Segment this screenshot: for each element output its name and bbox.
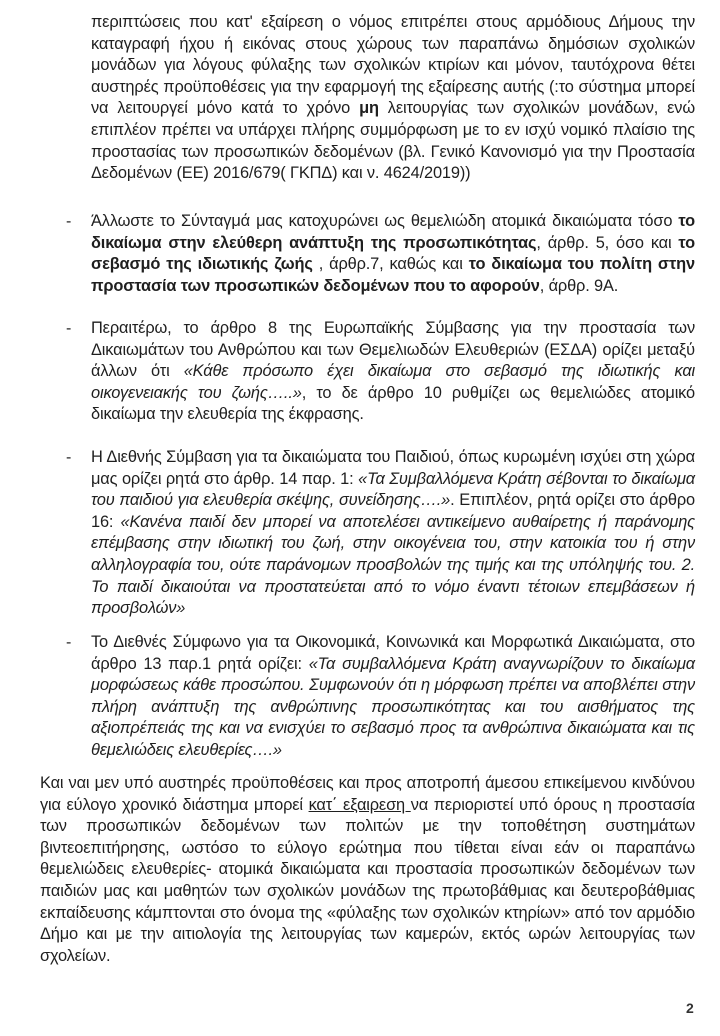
segment: , άρθρ. 5, όσο και bbox=[536, 233, 679, 252]
bullet-echr bbox=[91, 318, 695, 426]
quote-segment: «Τα Συμβαλλόμενα Κράτη σέβονται το δικαίωμα του παιδιού για ελευθερία σκέψης, συνείδησης….» bbox=[91, 469, 695, 510]
segment: , το δε άρθρο 10 ρυθμίζει ως θεμελιώδες ατομικό δικαίωμα την ελευθερία της έκφρασης. bbox=[91, 383, 695, 424]
quote-segment: «Κανένα παιδί δεν μπορεί να αποτελέσει αντικείμενο αυθαίρετης ή παράνομης επέμβασης στην ιδιωτική του ζωή, στην οικογένεια του, στην κατοικία του ή στην αλληλογραφία του, ούτε παράνομων προσβολών της τιμής και της υπόληψής του. 2. Το παιδί δικαιούται να προστατεύεται από το νόμο έναντι τέτοιων επεμβάσεων ή προσβολών» bbox=[91, 512, 695, 618]
segment: Η Διεθνής Σύμβαση για τα δικαιώματα του Παιδιού, όπως κυρωμένη ισχύει στη χώρα μας ορίζει ρητά στο άρθρ. 14 παρ. 1: bbox=[91, 448, 695, 488]
segment: Το Διεθνές Σύμφωνο για τα Οικονομικά, Κοινωνικά και Μορφωτικά Δικαιώματα, στο άρθρο 13 παρ.1 ρητά ορίζει: bbox=[91, 633, 695, 673]
segment: , άρθρ. 9Α. bbox=[539, 276, 619, 295]
intro-text-part-2: λειτουργίας των σχολικών μονάδων, ενώ επιπλέον πρέπει να υπάρχει πλήρης συμμόρφωση με το εν ισχύ νομικό πλαίσιο της προστασίας των προσωπικών δεδομένων (βλ. Γενικό Κανονισμό για την Προστασία Δεδομένων (ΕΕ) 2016/679( ΓΚΠΔ) και ν. 4624/2019)) bbox=[91, 99, 696, 183]
intro-text-part-1: περιπτώσεις που κατ' εξαίρεση ο νόμος επιτρέπει στους αρμόδιους Δήμους την καταγραφή ήχου ή εικόνας στους χώρους των παραπάνω δημόσιων σχολικών μονάδων για λόγους φύλαξης των σχολικών κτιρίων και μόνον, ταυτόχρονα θέτει αυστηρές προϋποθέσεις για την εφαρμογή της εξαίρεσης αυτής (:το σύστημα μπορεί να λειτουργεί μόνο κατά το χρόνο bbox=[91, 13, 695, 118]
closing-paragraph bbox=[40, 773, 695, 967]
segment: να περιοριστεί υπό όρους η προστασία των προσωπικών δεδομένων των πολιτών με την τοποθέτηση συστημάτων βιντεοεπιτήρησης, ωστόσο το εύλογο ερώτημα που τίθεται είναι εάν οι παραπάνω θεμελιώδεις ελευθερίες- ατομικά δικαιώματα και προστασία προσωπικών δεδομένων των παιδιών μας και μαθητών των σχολικών μονάδων της πρωτοβάθμιας και δευτεροβάθμιας εκπαίδευσης κάμπτονται στο όνομα της «φύλαξης των σχολικών κτηρίων» από τον αρμόδιο Δήμο και με την αιτιολογία της λειτουργίας των καμερών, εκτός ωρών λειτουργίας των σχολείων. bbox=[40, 795, 695, 965]
intro-paragraph bbox=[91, 12, 695, 185]
intro-bold-mh: μη bbox=[359, 99, 379, 118]
bullet-dash-4: - bbox=[66, 634, 72, 651]
underlined-segment: κατ΄ εξαιρεση bbox=[308, 795, 411, 814]
segment: Και ναι μεν υπό αυστηρές προϋποθέσεις και προς αποτροπή άμεσου επικείμενου κινδύνου για εύλογο χρονικό διάστημα μπορεί bbox=[40, 774, 695, 814]
segment: , άρθρ.7, καθώς και bbox=[312, 255, 469, 274]
bold-segment: το σεβασμό της ιδιωτικής ζωής bbox=[91, 233, 695, 274]
bullet-dash-3: - bbox=[66, 449, 72, 466]
quote-segment: «Τα συμβαλλόμενα Κράτη αναγνωρίζουν το δικαίωμα μορφώσεως κάθε προσώπου. Συμφωνούν ότι η μόρφωση πρέπει να αποβλέπει στην πλήρη ανάπτυξη της ανθρώπινης προσωπικότητας και του αισθήματος της αξιοπρέπειάς της και να ενισχύει το σεβασμό προς τα ανθρώπινα δικαιώματα και τις θεμελιώδεις ελευθερίες….» bbox=[91, 654, 695, 759]
bullet-dash-2: - bbox=[66, 320, 72, 337]
bold-segment: το δικαίωμα στην ελεύθερη ανάπτυξη της προσωπικότητας bbox=[91, 212, 695, 252]
bullet-icescr bbox=[91, 632, 695, 762]
segment: . Επιπλέον, ρητά ορίζει στο άρθρο 16: bbox=[91, 491, 695, 531]
page-number: 2 bbox=[686, 1000, 694, 1016]
segment: Άλλωστε το Σύνταγμά μας κατοχυρώνει ως θεμελιώδη ατομικά δικαιώματα τόσο bbox=[91, 212, 679, 230]
bullet-constitution bbox=[91, 211, 695, 297]
segment: Περαιτέρω, το άρθρο 8 της Ευρωπαϊκής Σύμβασης για την προστασία των Δικαιωμάτων του Ανθρώπου και των Θεμελιωδών Ελευθεριών (ΕΣΔΑ) ορίζει μεταξύ άλλων ότι bbox=[91, 319, 695, 381]
bullet-child-rights bbox=[91, 447, 695, 620]
bullet-dash-1: - bbox=[66, 213, 72, 230]
bold-segment: το δικαίωμα του πολίτη στην προστασία των προσωπικών δεδομένων που το αφορούν bbox=[91, 255, 695, 295]
quote-segment: «Κάθε πρόσωπο έχει δικαίωμα στο σεβασμό της ιδιωτικής και οικογενειακής του ζωής…..» bbox=[91, 362, 696, 402]
